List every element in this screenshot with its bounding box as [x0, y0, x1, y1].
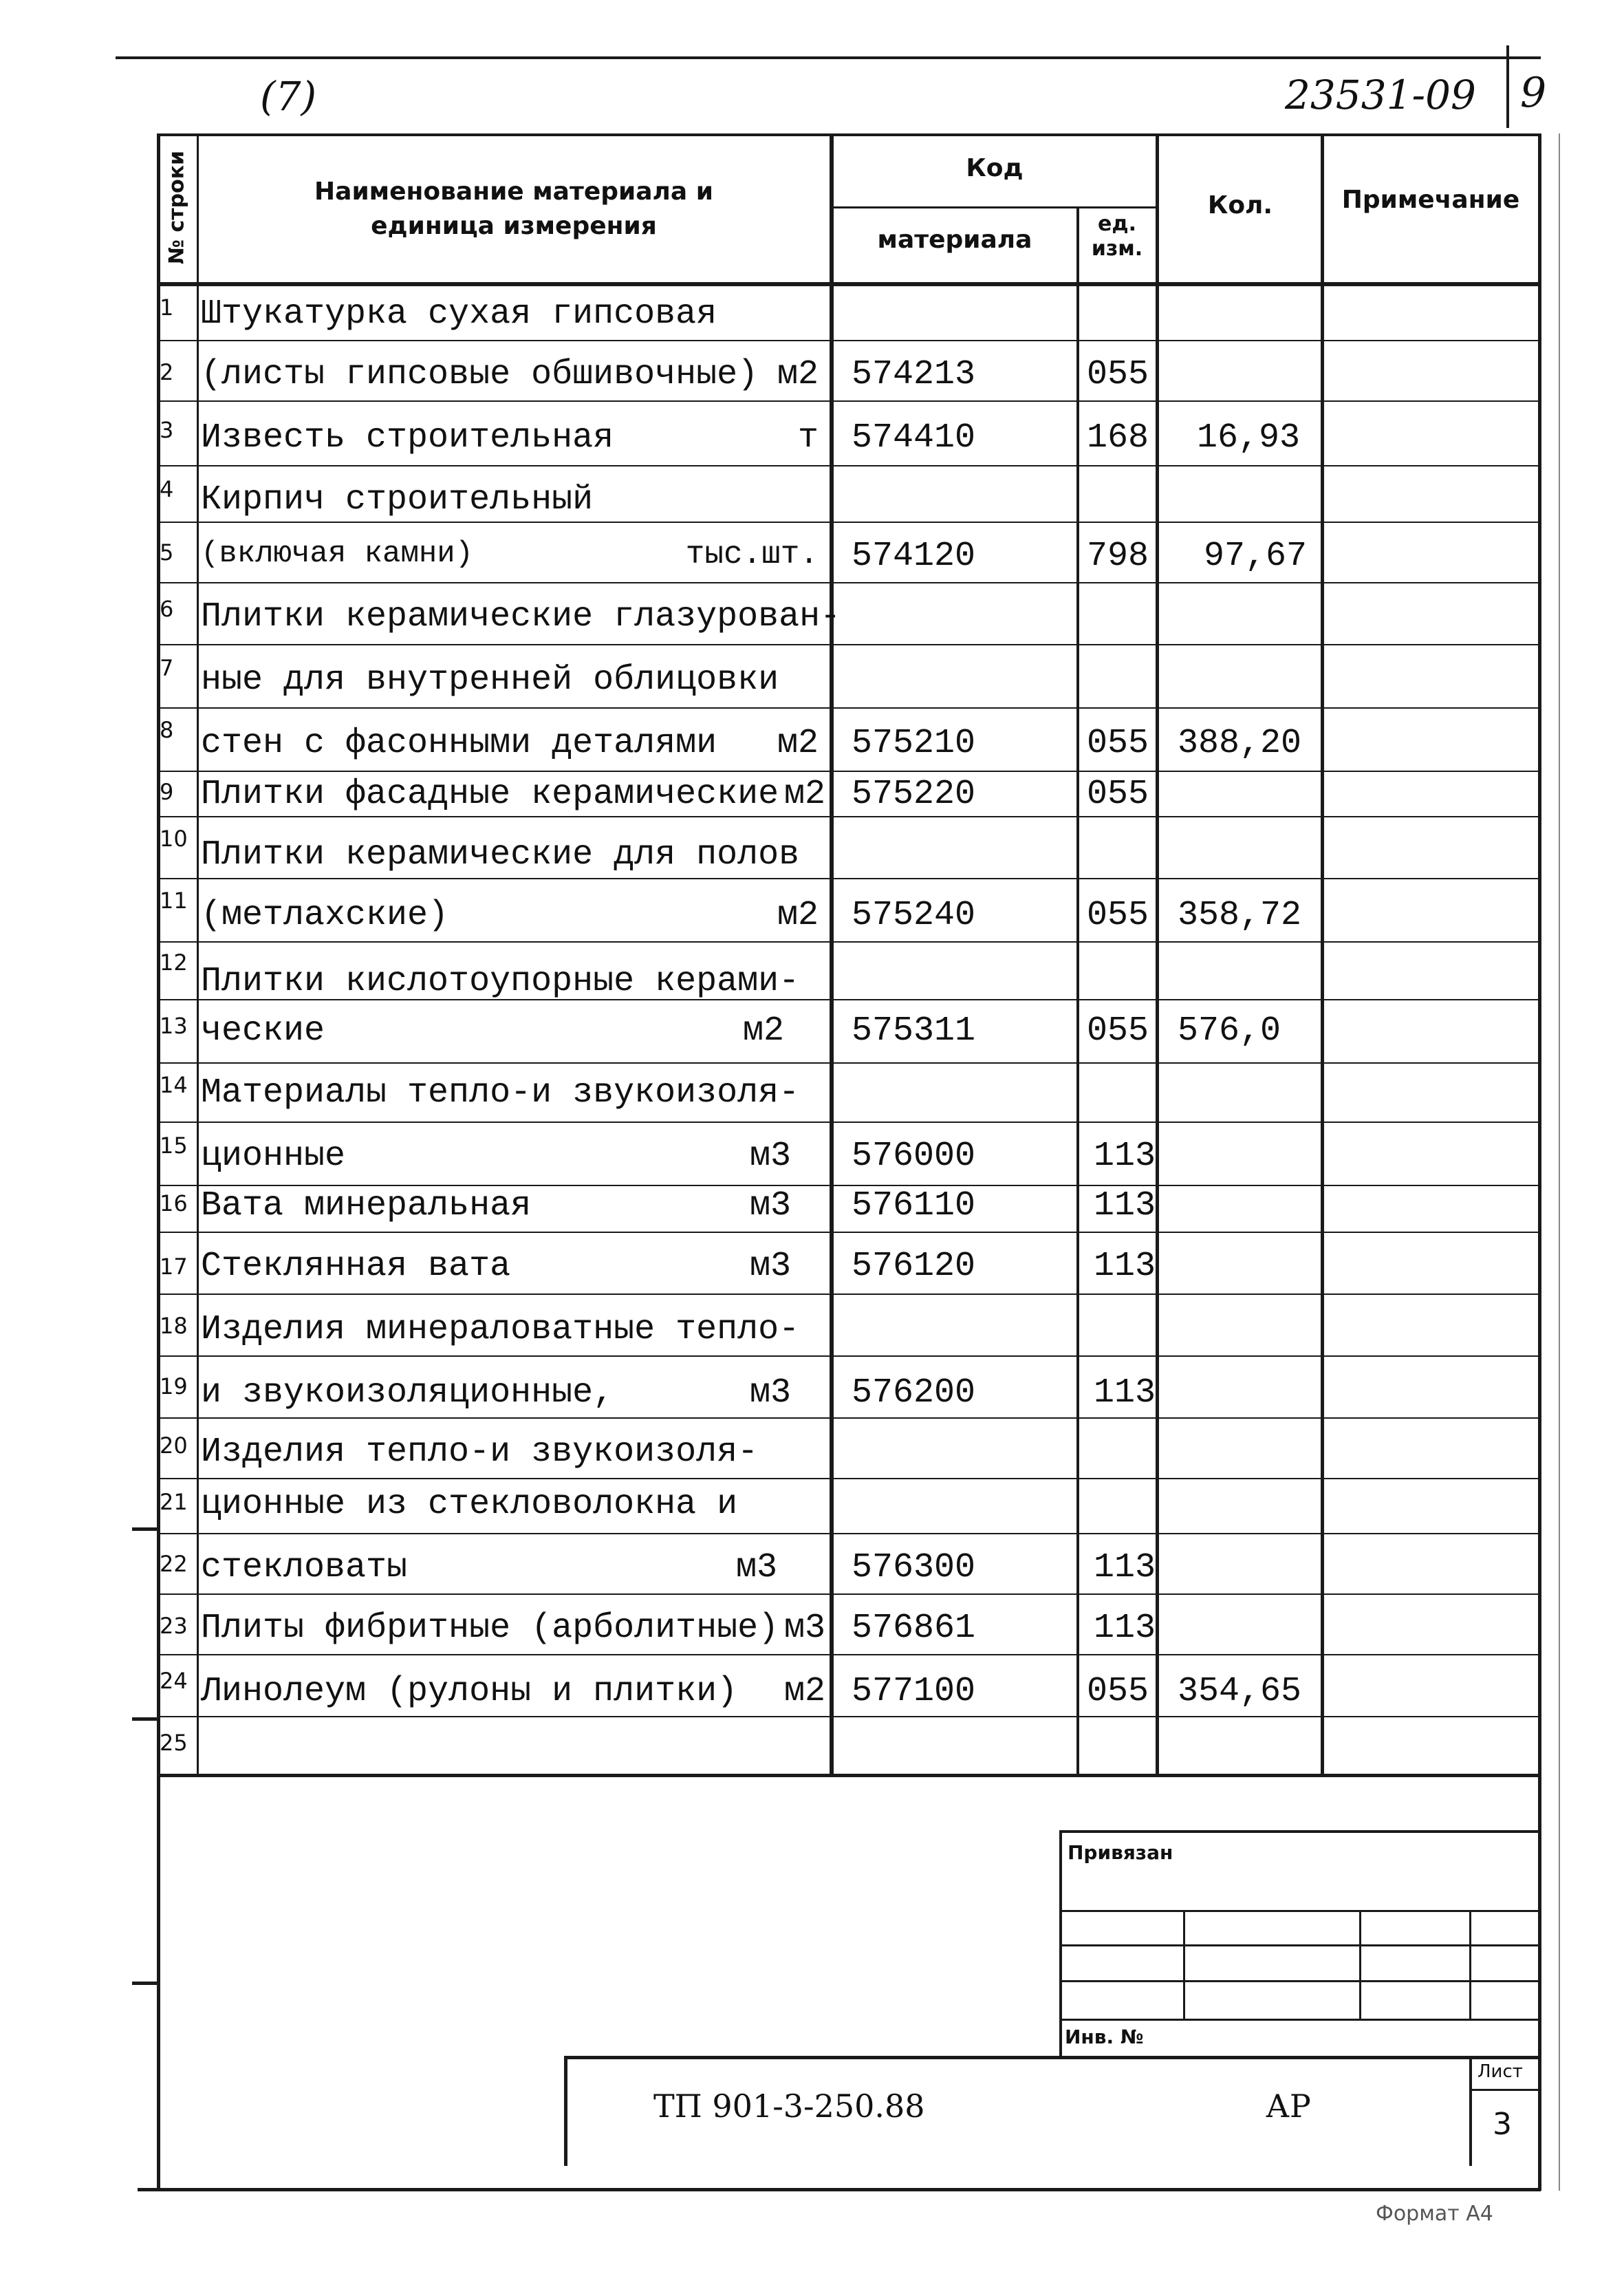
code-header: Код: [966, 154, 1024, 182]
row-number: 2: [160, 359, 174, 385]
unit: м3: [783, 1609, 825, 1648]
unit: тыс.шт.: [685, 537, 819, 572]
unit: м3: [735, 1548, 777, 1587]
row-number: 7: [160, 655, 174, 681]
document-number: ТП 901-3-250.88: [653, 2087, 925, 2125]
material-name: Плиты фибритные (арболитные): [201, 1609, 779, 1648]
material-name: Плитки фасадные керамические: [201, 775, 779, 814]
row-number: 14: [160, 1072, 188, 1098]
material-code: 576000: [852, 1137, 976, 1176]
material-code: 575240: [852, 896, 976, 935]
row-number: 10: [160, 826, 188, 852]
row-number: 15: [160, 1132, 188, 1159]
row-number: 1: [160, 294, 174, 321]
unit: м3: [749, 1247, 791, 1286]
row-number: 16: [160, 1190, 188, 1216]
material-name: Штукатурка сухая гипсовая: [201, 294, 717, 334]
unit: м2: [777, 355, 819, 394]
material-name: и звукоизоляционные,: [201, 1373, 614, 1413]
row-number: 6: [160, 596, 174, 622]
sheet-number: 3: [1493, 2107, 1512, 2142]
material-name: Вата минеральная: [201, 1186, 532, 1225]
row-number: 3: [160, 417, 174, 443]
quantity: 388,20: [1178, 724, 1302, 763]
row-number: 25: [160, 1730, 188, 1756]
material-name: Плитки керамические для полов: [201, 835, 800, 874]
material-code: 576110: [852, 1186, 976, 1225]
row-number: 8: [160, 717, 174, 743]
material-code: 576300: [852, 1548, 976, 1587]
row-number: 23: [160, 1613, 188, 1639]
row-number: 18: [160, 1313, 188, 1339]
unit-code: 168: [1087, 418, 1149, 458]
unit-code: 113: [1094, 1186, 1156, 1225]
unit-code: 113: [1094, 1247, 1156, 1286]
unit-code: 798: [1087, 537, 1149, 576]
quantity: 576,0: [1178, 1011, 1281, 1051]
unit: м2: [777, 724, 819, 763]
unit-code: 055: [1087, 1011, 1149, 1051]
material-name: (листы гипсовые обшивочные): [201, 355, 759, 394]
unit: м2: [777, 896, 819, 935]
unit: м2: [742, 1011, 784, 1051]
unit-code-header-2: изм.: [1091, 237, 1143, 261]
row-number: 19: [160, 1373, 188, 1399]
material-code: 574120: [852, 537, 976, 576]
material-code: 576861: [852, 1609, 976, 1648]
name-header-line1: Наименование материала и: [314, 178, 713, 206]
row-number: 4: [160, 476, 174, 502]
material-name: Плитки керамические глазурован-: [201, 597, 841, 636]
material-name: стекловаты: [201, 1548, 408, 1587]
note-header: Примечание: [1341, 186, 1520, 214]
unit-code: 113: [1094, 1373, 1156, 1413]
row-number: 20: [160, 1432, 188, 1459]
unit-code: 055: [1087, 1672, 1149, 1711]
section-code: АР: [1266, 2087, 1311, 2125]
sheet-corner-number: 9: [1520, 69, 1547, 117]
unit-code: 055: [1087, 724, 1149, 763]
row-number: 5: [160, 539, 174, 566]
unit: м2: [783, 775, 825, 814]
material-code: 575311: [852, 1011, 976, 1051]
row-number: 17: [160, 1254, 188, 1280]
material-code: 574213: [852, 355, 976, 394]
material-name: Изделия минераловатные тепло-: [201, 1310, 800, 1349]
material-code-header: материала: [877, 226, 1032, 254]
material-name: (метлахские): [201, 896, 449, 935]
material-name: Материалы тепло-и звукоизоля-: [201, 1073, 800, 1113]
material-name: ционные из стекловолокна и: [201, 1485, 738, 1524]
unit-code: 113: [1094, 1548, 1156, 1587]
page-label: (7): [260, 73, 317, 120]
quantity: 354,65: [1178, 1672, 1302, 1711]
row-number: 12: [160, 949, 188, 976]
material-name: стен с фасонными деталями: [201, 724, 717, 763]
sheet-label: Лист: [1477, 2061, 1523, 2082]
row-number: 24: [160, 1668, 188, 1694]
row-number: 9: [160, 779, 174, 805]
unit: м2: [783, 1672, 825, 1711]
quantity: 358,72: [1178, 896, 1302, 935]
unit: м3: [749, 1137, 791, 1176]
unit-code: 113: [1094, 1137, 1156, 1176]
row-number: 22: [160, 1551, 188, 1577]
material-name: ционные: [201, 1137, 346, 1176]
doc-code: 23531-09: [1285, 72, 1476, 118]
unit: т: [797, 418, 819, 458]
unit-code: 055: [1087, 355, 1149, 394]
inventory-number-label: Инв. №: [1065, 2026, 1144, 2048]
unit: м3: [749, 1186, 791, 1225]
unit-code: 055: [1087, 896, 1149, 935]
material-code: 576200: [852, 1373, 976, 1413]
material-name: (включая камни): [201, 537, 474, 571]
privyazan-label: Привязан: [1068, 1841, 1173, 1864]
material-name: Линолеум (рулоны и плитки): [201, 1672, 738, 1711]
quantity-header: Кол.: [1207, 191, 1273, 219]
material-name: Стеклянная вата: [201, 1247, 511, 1286]
unit-code: 113: [1094, 1609, 1156, 1648]
row-number: 11: [160, 888, 188, 914]
quantity: 97,67: [1204, 537, 1308, 576]
unit: м3: [749, 1373, 791, 1413]
material-name: Плитки кислотоупорные керами-: [201, 962, 800, 1001]
material-code: 577100: [852, 1672, 976, 1711]
material-code: 576120: [852, 1247, 976, 1286]
unit-code: 055: [1087, 775, 1149, 814]
row-number: 13: [160, 1013, 188, 1039]
quantity: 16,93: [1197, 418, 1301, 458]
name-header-line2: единица измерения: [371, 212, 657, 240]
material-code: 575220: [852, 775, 976, 814]
material-name: ческие: [201, 1011, 325, 1051]
material-name: ные для внутренней облицовки: [201, 661, 779, 700]
row-number: 21: [160, 1489, 188, 1515]
unit-code-header-1: ед.: [1098, 212, 1136, 236]
material-name: Известь строительная: [201, 418, 614, 458]
material-name: Изделия тепло-и звукоизоля-: [201, 1432, 759, 1472]
paper-format: Формат А4: [1376, 2202, 1493, 2226]
material-code: 574410: [852, 418, 976, 458]
material-name: Кирпич строительный: [201, 480, 594, 519]
row-number-header: № строки: [164, 150, 189, 265]
material-code: 575210: [852, 724, 976, 763]
